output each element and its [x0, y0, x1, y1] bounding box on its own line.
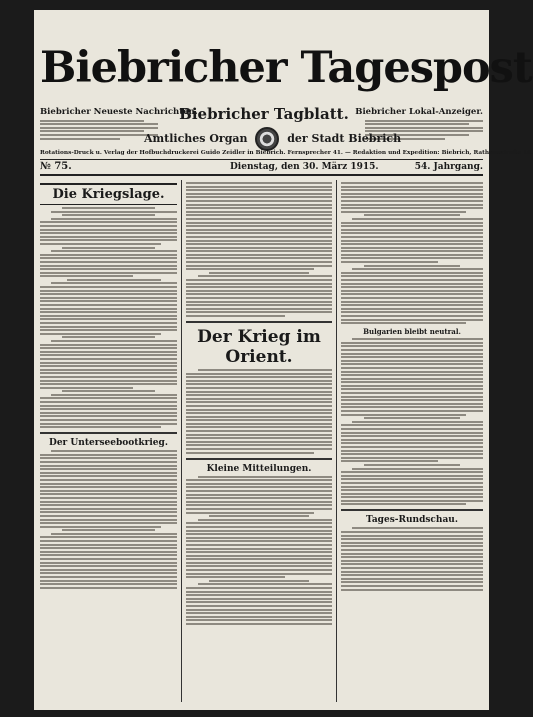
headline-krieg-im-orient: Der Krieg im Orient. — [197, 326, 321, 367]
article-body — [40, 450, 177, 589]
article-body — [341, 527, 483, 590]
issue-year: 54. Jahrgang. — [414, 162, 483, 172]
right-tagline: Biebricher Lokal-Anzeiger. — [355, 107, 483, 117]
fine-print-left — [40, 118, 158, 141]
official-organ-line — [144, 127, 402, 151]
masthead-title-text: Biebricher Tagespost — [40, 43, 532, 93]
left-tagline: Biebricher Neueste Nachrichten. — [40, 107, 198, 117]
column-rule — [336, 180, 337, 702]
headline-kleine-mitteilungen: Kleine Mitteilungen. — [206, 463, 312, 474]
article-body — [40, 207, 177, 428]
article-body — [341, 182, 483, 324]
newspaper-page — [34, 10, 533, 710]
imprint-line: Rotations-Druck u. Verlag der Hofbuchdruckerei Guido Zeidler in Biebrich. Fernsprecher 41. — Redaktion und Expedition: Biebrich, Rathausstraße 16. — [40, 150, 483, 160]
column-2 — [186, 180, 332, 702]
column-3 — [341, 180, 483, 702]
subtitle: Biebricher Tagblatt. — [179, 105, 349, 123]
masthead-title — [40, 42, 532, 94]
article-body — [186, 369, 332, 454]
issue-number: № 75. — [40, 161, 72, 172]
column-1 — [40, 180, 177, 702]
headline-kriegslage: Die Kriegslage. — [40, 183, 177, 205]
article-body — [341, 338, 483, 505]
issue-date: Dienstag, den 30. März 1915. — [230, 162, 379, 172]
organ-right-text: der Stadt Biebrich — [287, 132, 402, 145]
headline-unterseebootkrieg: Der Unterseebootkrieg. — [49, 438, 168, 449]
headline-bulgarien: Bulgarien bleibt neutral. — [363, 327, 461, 337]
article-body — [186, 182, 332, 317]
headline-tages-rundschau: Tages-Rundschau. — [366, 515, 458, 526]
column-rule — [181, 180, 182, 702]
organ-left-text: Amtliches Organ — [144, 132, 248, 145]
dateline — [40, 160, 483, 176]
city-seal-icon — [255, 127, 279, 151]
article-body — [186, 476, 332, 625]
